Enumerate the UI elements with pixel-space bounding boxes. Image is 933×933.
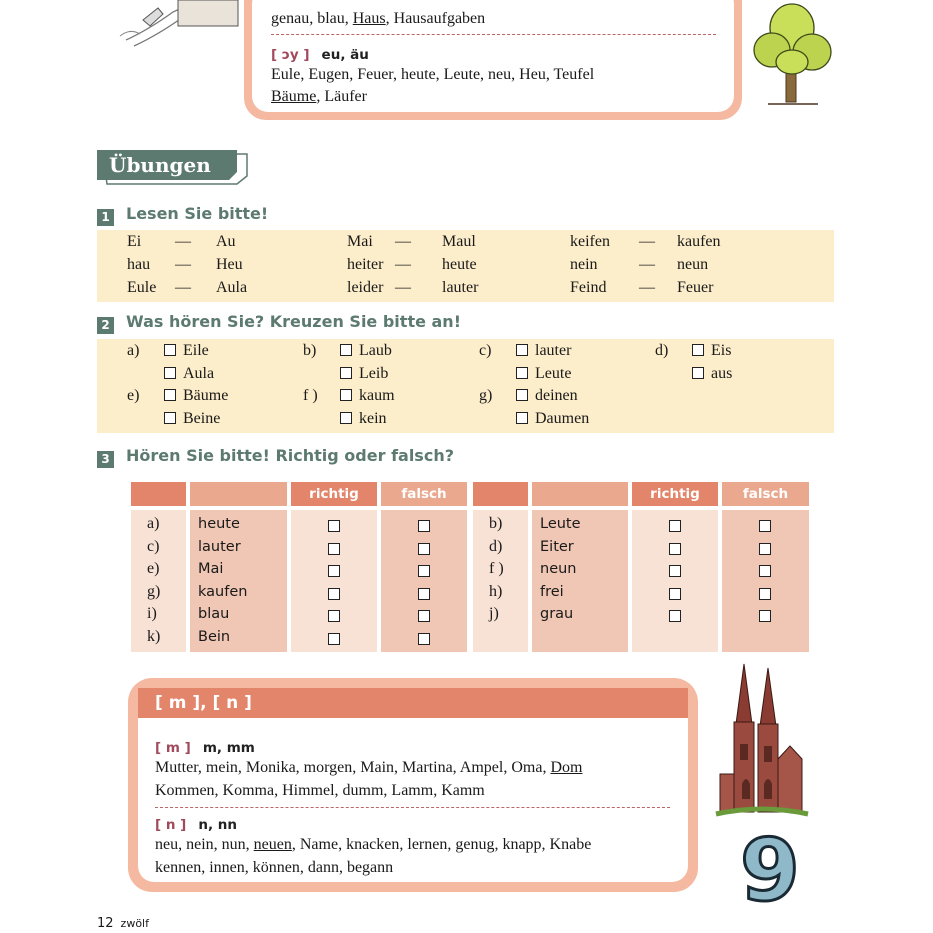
n-heading: [ n ] n, nn [155, 817, 238, 833]
richtig-checkbox[interactable] [328, 633, 340, 645]
ex1-dash: — [639, 279, 655, 296]
ex1-dash: — [639, 233, 655, 250]
divider [271, 34, 716, 35]
richtig-checkbox[interactable] [669, 565, 681, 577]
ex2-option[interactable] [340, 365, 388, 383]
richtig-checkbox[interactable] [669, 610, 681, 622]
page-number: 12 [97, 916, 114, 931]
ex2-item-label: d) [655, 342, 669, 359]
richtig-checkbox[interactable] [328, 543, 340, 555]
ex1-word: nein [570, 256, 598, 273]
section-title: Übungen [109, 153, 211, 177]
table-header-label-left [131, 482, 186, 506]
ex1-word: heiter [347, 256, 384, 273]
table-row-word: grau [540, 606, 574, 622]
consonant-box [128, 678, 698, 892]
table-header-falsch-left: falsch [381, 482, 467, 506]
table-row-word: kaufen [198, 583, 248, 600]
ex2-option-label: aus [711, 365, 733, 382]
checkbox[interactable] [340, 344, 352, 356]
table-row-label: c) [147, 537, 160, 555]
ex2-option[interactable] [516, 342, 571, 360]
ex2-option[interactable] [516, 410, 589, 428]
falsch-checkbox[interactable] [418, 633, 430, 645]
ex1-word: lauter [442, 279, 479, 296]
consonant-box-title: [ m ], [ n ] [138, 688, 688, 718]
diphthong-box-top [244, 0, 742, 120]
ex2-option[interactable] [164, 387, 228, 405]
table-row-label: f ) [489, 560, 504, 577]
ex2-option[interactable] [164, 342, 209, 360]
ex1-word: Aula [216, 279, 248, 296]
falsch-checkbox[interactable] [418, 520, 430, 532]
oy-line-2: Bäume, Läufer [271, 88, 367, 105]
table-header-richtig-right: richtig [632, 482, 718, 506]
table-row-label: k) [147, 627, 161, 645]
checkbox[interactable] [340, 412, 352, 424]
chapter-number-badge [736, 821, 800, 921]
ex3-heading: 3 Hören Sie bitte! Richtig oder falsch? [97, 446, 454, 468]
m-line-2: Kommen, Komma, Himmel, dumm, Lamm, Kamm [155, 782, 485, 799]
ex2-option[interactable] [692, 342, 731, 360]
table-row-label: i) [147, 605, 157, 622]
ex2-option[interactable] [340, 410, 387, 428]
ex1-word: leider [347, 279, 384, 296]
ex2-option[interactable] [516, 365, 571, 383]
ex2-option[interactable] [164, 410, 220, 428]
ex2-option-label: Eis [711, 342, 732, 359]
checkbox[interactable] [692, 367, 704, 379]
richtig-checkbox[interactable] [328, 610, 340, 622]
ex2-item-label: f ) [303, 387, 318, 404]
checkbox[interactable] [340, 367, 352, 379]
house-illustration [118, 0, 248, 48]
ex1-word: Heu [216, 256, 243, 273]
table-row-word: Eiter [540, 538, 574, 555]
ex1-word: Maul [442, 233, 476, 250]
richtig-checkbox[interactable] [328, 565, 340, 577]
table-row-word: neun [540, 561, 577, 577]
table-row-label: g) [147, 582, 161, 600]
ex1-word: Au [216, 233, 236, 250]
n-line-2: kennen, innen, können, dann, begann [155, 859, 394, 876]
ex2-option-label: Leute [535, 365, 572, 382]
ex1-dash: — [639, 256, 655, 273]
ex2-item-label: e) [127, 387, 140, 404]
ex1-word: Mai [347, 233, 373, 250]
ex1-word: kaufen [677, 233, 721, 250]
checkbox[interactable] [692, 344, 704, 356]
table-row-label: b) [489, 515, 503, 532]
checkbox[interactable] [516, 367, 528, 379]
page-footer [97, 916, 149, 931]
ex1-heading: 1 Lesen Sie bitte! [97, 204, 268, 226]
svg-text:9: 9 [740, 821, 800, 921]
table-header-word-left [190, 482, 287, 506]
ex2-item-label: a) [127, 342, 140, 359]
oy-line-1: Eule, Eugen, Feuer, heute, Leute, neu, Heu, Teufel [271, 66, 595, 83]
checkbox[interactable] [516, 344, 528, 356]
checkbox[interactable] [164, 412, 176, 424]
table-row-word: Bein [198, 628, 231, 645]
ex2-option-label: Leib [359, 365, 389, 382]
ex1-word: Ei [127, 233, 142, 250]
checkbox[interactable] [164, 389, 176, 401]
divider [155, 807, 670, 808]
richtig-checkbox[interactable] [328, 588, 340, 600]
checkbox[interactable] [516, 389, 528, 401]
richtig-checkbox[interactable] [328, 520, 340, 532]
checkbox[interactable] [164, 344, 176, 356]
ex1-word: Eule [127, 279, 157, 296]
table-header-word-right [532, 482, 628, 506]
ex1-dash: — [395, 233, 411, 250]
richtig-checkbox[interactable] [669, 543, 681, 555]
ex1-word: heute [442, 256, 477, 273]
cathedral-illustration [716, 664, 808, 819]
table-row-word: frei [540, 583, 564, 600]
ex2-option-label: Beine [183, 410, 221, 427]
table-header-label-right [473, 482, 528, 506]
ex2-option[interactable] [340, 387, 395, 405]
ex2-option-label: Aula [183, 365, 215, 382]
ex1-dash: — [175, 279, 191, 296]
ex1-dash: — [395, 256, 411, 273]
table-header-richtig-left: richtig [291, 482, 377, 506]
checkbox[interactable] [164, 367, 176, 379]
table-row-label: h) [489, 582, 503, 600]
falsch-checkbox[interactable] [759, 610, 771, 622]
ex2-item-label: b) [303, 342, 317, 359]
oy-heading: [ ɔy ] eu, äu [271, 47, 369, 63]
falsch-checkbox[interactable] [418, 565, 430, 577]
ex2-item-label: c) [479, 342, 492, 359]
falsch-checkbox[interactable] [759, 520, 771, 532]
table-row-word: heute [198, 516, 240, 532]
n-line-1: neu, nein, nun, neuen, Name, knacken, lernen, genug, knapp, Knabe [155, 836, 592, 853]
ex2-option[interactable] [340, 342, 392, 360]
ex1-dash: — [175, 256, 191, 273]
table-row-label: j) [489, 605, 499, 622]
table-row-label: e) [147, 560, 160, 577]
ex2-option-label: kein [359, 410, 387, 427]
table-row-label: a) [147, 515, 160, 532]
m-heading: [ m ] m, mm [155, 740, 255, 756]
ex2-item-label: g) [479, 387, 493, 404]
ex2-option-label: Bäume [183, 387, 229, 404]
richtig-checkbox[interactable] [669, 588, 681, 600]
ex1-dash: — [395, 279, 411, 296]
ex1-word: Feuer [677, 279, 714, 296]
ex2-option[interactable] [692, 365, 732, 383]
tree-illustration [748, 0, 840, 110]
falsch-checkbox[interactable] [418, 588, 430, 600]
ex2-option-label: deinen [535, 387, 578, 404]
ex2-option-label: lauter [535, 342, 572, 359]
ex2-option-label: kaum [359, 387, 395, 404]
falsch-checkbox[interactable] [759, 565, 771, 577]
falsch-checkbox[interactable] [759, 543, 771, 555]
table-row-word: Mai [198, 561, 224, 577]
checkbox[interactable] [340, 389, 352, 401]
m-line-1: Mutter, mein, Monika, morgen, Main, Martina, Ampel, Oma, Dom [155, 759, 583, 776]
richtig-checkbox[interactable] [669, 520, 681, 532]
ex2-option-label: Daumen [535, 410, 590, 427]
table-row-label: d) [489, 537, 503, 555]
ex2-heading: 2 Was hören Sie? Kreuzen Sie bitte an! [97, 312, 461, 334]
page-word: zwölf [120, 917, 149, 930]
falsch-checkbox[interactable] [418, 610, 430, 622]
ex1-word: Feind [570, 279, 607, 296]
ex1-word: keifen [570, 233, 610, 250]
ex2-option-label: Laub [359, 342, 392, 359]
checkbox[interactable] [516, 412, 528, 424]
falsch-checkbox[interactable] [759, 588, 771, 600]
ex1-word: neun [677, 256, 709, 273]
ex2-option-label: Eile [183, 342, 209, 359]
table-row-word: blau [198, 606, 230, 622]
top-line-1: genau, blau, Haus, Hausaufgaben [271, 10, 486, 27]
falsch-checkbox[interactable] [418, 543, 430, 555]
ex1-dash: — [175, 233, 191, 250]
ex2-option[interactable] [164, 365, 214, 383]
ex2-option[interactable] [516, 387, 578, 405]
table-header-falsch-right: falsch [722, 482, 809, 506]
table-row-word: lauter [198, 538, 241, 555]
table-row-word: Leute [540, 516, 581, 532]
ex1-word: hau [127, 256, 151, 273]
